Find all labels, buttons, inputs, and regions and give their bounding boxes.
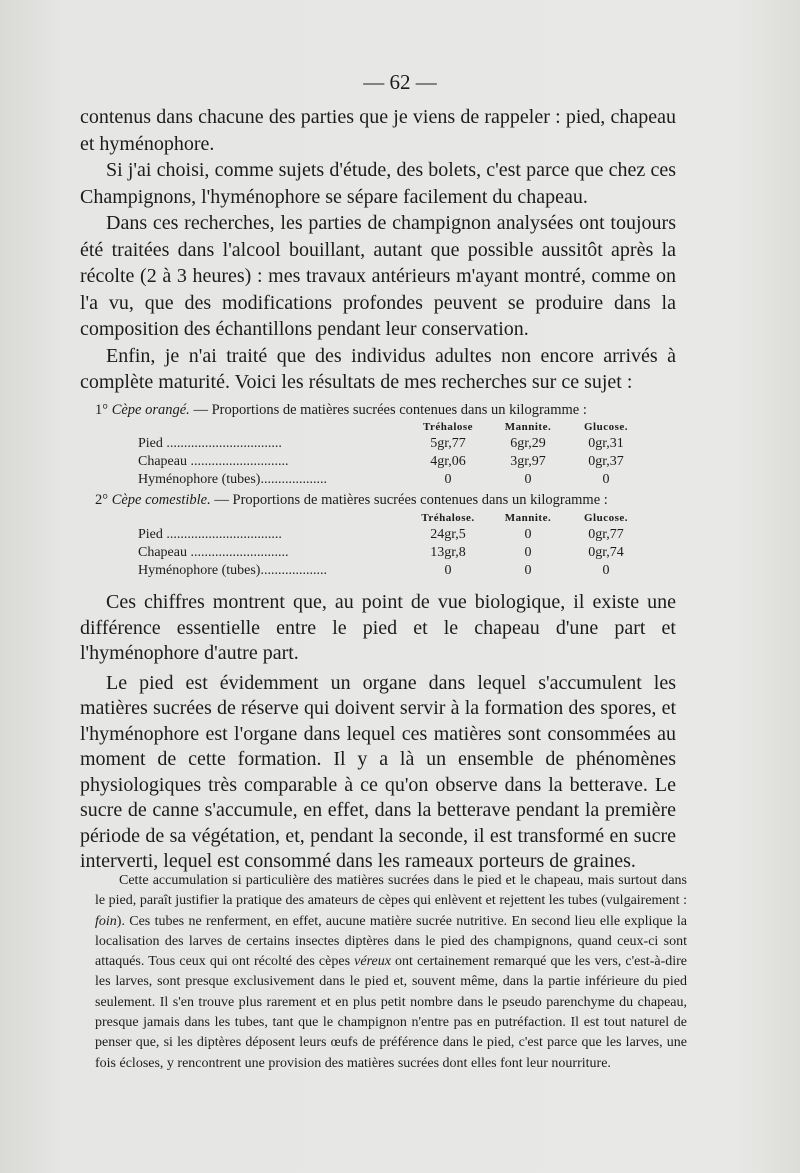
footnote-text-b: ). Ces tubes ne renferment, en effet, aucune matière sucrée nutritive. En second lieu elle explique la localisation des larves de certains insectes diptères dans le pied des champignons, quand ceux-ci sont attaqués. Tous ceux qui ont récolté des cèpes [95,913,687,970]
cell: 3gr,97 [510,454,546,469]
paragraph-1: contenus dans chacune des parties que je viens de rappeler : pied, chapeau et hyménophore. [80,106,676,155]
table-row [138,526,638,544]
paragraph-6: Le pied est évidemment un organe dans lequel s'accumulent les matières sucrées de réserve qui doivent servir à la formation des spores, et l'hyménophore est l'organe dans lequel ces matières sont consommées au moment de cette formation. Il y a là un ensemble de phénomènes physiologiques très comparable à ce qu'on observe dans la betterave. Le sucre de canne s'accumule, en effet, dans la betterave pendant la première période de sa végétation, et, pendant la seconde, il est transformé en sucre interverti, lequel est consommé dans les rameaux porteurs de graines. [80,671,676,872]
paragraph-4: Enfin, je n'ai traité que des individus adultes non encore arrivés à complète maturité. Voici les résultats de mes recherches sur ce sujet : [80,344,676,393]
table-1-number: 1° [95,402,109,418]
cell: 0 [524,563,532,578]
cell: 6gr,29 [510,436,546,451]
cell: 0 [524,472,532,487]
cell: 4gr,06 [430,454,466,469]
main-text-top [80,104,676,396]
cell: 0 [602,563,610,578]
col-header-glucose: Glucose. [583,512,629,524]
cell: 0gr,31 [588,436,624,451]
cell: 0gr,74 [588,545,624,560]
footnote-text-c: ont certainement remarqué que les vers, c'est-à-dire les larves, sont presque exclusivement dans le pied et, souvent même, dans la partie inférieure du pied seulement. Il s'en trouve plus rarement et en plus petit nombre dans le pseudo parenchyme du chapeau, presque jamais dans les tubes, tant que le champignon n'entre pas en putréfaction. Il est tout naturel de penser que, si les diptères déposent leurs œufs de préférence dans le pied, c'est parce que les larves, une fois écloses, y rencontrent une provision des matières sucrées dont elles font leur nourriture. [95,954,687,1071]
page-number: — 62 — [363,70,437,94]
cell: 0 [444,472,452,487]
cell: 0gr,37 [588,454,624,469]
row-label: Hyménophore (tubes)................... [138,472,327,487]
cell: 0 [444,563,452,578]
col-header-trehalose: Tréhalose. [421,512,475,524]
table-2-species: Cèpe comestible. [111,492,211,508]
table-2-caption [95,491,675,510]
table-row [138,544,638,562]
paragraph-2: Si j'ai choisi, comme sujets d'étude, des bolets, c'est parce que chez ces Champignons, l'hyménophore se sépare facilement du chapeau. [80,159,676,208]
table-1-species: Cèpe orangé. [111,402,190,418]
col-header-mannite: Mannite. [504,512,552,524]
table-row [138,562,638,580]
table-2-caption-text: — Proportions de matières sucrées contenues dans un kilogramme : [210,492,608,508]
cell: 0 [524,527,532,542]
main-text-bottom [80,590,676,875]
cell: 5gr,77 [430,436,466,451]
table-2-number: 2° [95,492,109,508]
table-2 [138,510,638,580]
row-label: Hyménophore (tubes)................... [138,563,327,578]
paragraph-3: Dans ces recherches, les parties de champignon analysées ont toujours été traitées dans l'alcool bouillant, autant que possible aussitôt après la récolte (2 à 3 heures) : mes travaux antérieurs m'ayant montré, comme on l'a vu, que des modifications profondes peuvent se produire dans la composition des échantillons pendant leur conservation. [80,212,676,340]
row-label: Chapeau ............................ [138,454,289,469]
footnote-text-a: Cette accumulation si particulière des matières sucrées dans le pied et le chapeau, mais surtout dans le pied, paraît justifier la pratique des amateurs de cèpes qui enlèvent et rejettent les tubes (vulgairement : [95,873,687,909]
table-1-header [138,419,638,435]
table-row [138,453,638,471]
row-label: Pied ................................. [138,527,282,542]
cell: 24gr,5 [430,527,466,542]
row-label: Pied ................................. [138,436,282,451]
col-header-trehalose: Tréhalose [422,421,474,433]
footnote-italic-vereux: véreux [354,954,391,970]
paragraph-5: Ces chiffres montrent que, au point de vue biologique, il existe une différence essentielle entre le pied et le chapeau d'une part et l'hyménophore d'autre part. [80,591,676,664]
table-1-caption [95,401,675,420]
col-header-glucose: Glucose. [583,421,629,433]
cell: 0gr,77 [588,527,624,542]
footnote-italic-foin: foin [95,913,117,929]
table-1 [138,419,638,489]
cell: 0 [602,472,610,487]
cell: 13gr,8 [430,545,466,560]
cell: 0 [524,545,532,560]
row-label: Chapeau ............................ [138,545,289,560]
table-row [138,471,638,489]
table-2-header [138,510,638,526]
col-header-mannite: Mannite. [504,421,552,433]
footnote-paragraph [95,871,687,1074]
table-1-caption-text: — Proportions de matières sucrées contenues dans un kilogramme : [189,402,587,418]
table-row [138,435,638,453]
footnote-block [95,871,687,1074]
